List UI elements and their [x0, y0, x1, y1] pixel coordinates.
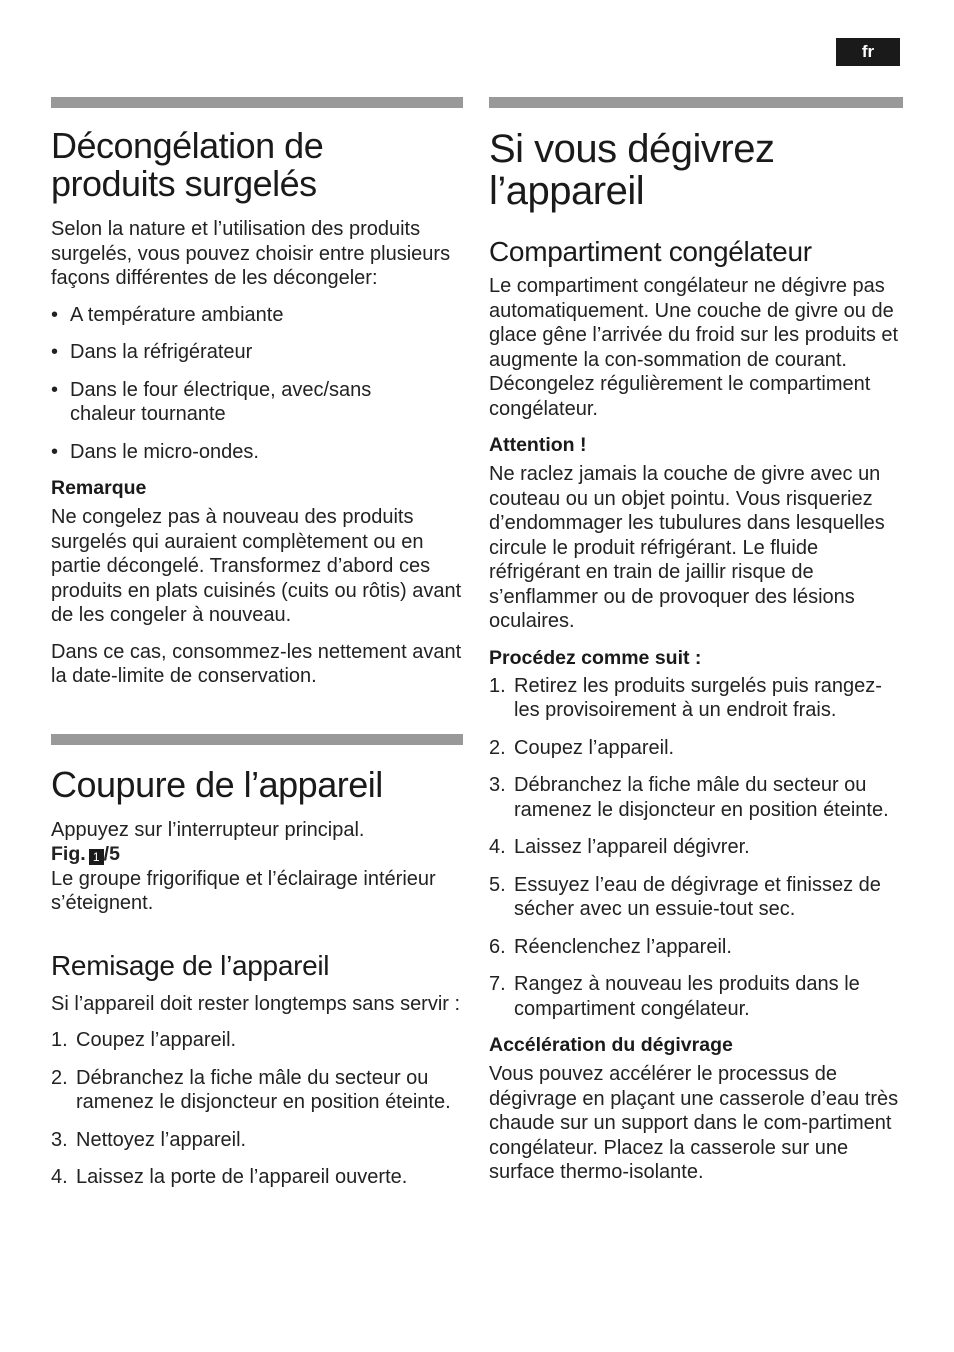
subsection-title-freezer: Compartiment congélateur [489, 236, 812, 267]
title-line: l’appareil [489, 169, 645, 213]
list-item [51, 1165, 463, 1190]
step-text: Débranchez la fiche mâle du secteur ou ramenez le disjoncteur en position éteinte. [76, 1066, 451, 1113]
step-text: Débranchez la fiche mâle du secteur ou ramenez le disjoncteur en position éteinte. [514, 774, 889, 821]
step-text: Réenclenchez l’appareil. [514, 935, 732, 958]
attention-text: Ne raclez jamais la couche de givre avec un couteau ou un objet pointu. Vous risqueriez d’endommager les tubulures dans lesquelles circule le produit réfrigérant. Le fluide réfrigérant en train de jaillir risque de s’enflammer ou de provoquer des lésions oculaires. [489, 463, 885, 632]
attention-label: Attention ! [489, 434, 587, 456]
step-text: Laissez l’appareil dégivrer. [514, 836, 750, 858]
step-number: 3. [489, 774, 506, 796]
storage-steps-list [51, 1028, 463, 1190]
procedure-label: Procédez comme suit : [489, 646, 702, 669]
list-item-text: Dans le four électrique, avec/sans [70, 378, 372, 401]
note-label: Remarque [51, 477, 147, 499]
figure-prefix: Fig. [51, 843, 86, 865]
list-item-text: chaleur tournante [70, 403, 226, 425]
step-number: 5. [489, 873, 506, 896]
defrosting-methods-list [51, 303, 463, 465]
list-item [489, 773, 903, 822]
step-number: 3. [51, 1128, 68, 1151]
note-text: Ne congelez pas à nouveau des produits surgelés qui auraient complètement ou en partie décongelé. Transformez d’abord ces produits en plats cuisinés (cuits ou rôtis) avant de les congeler à nouveau. [51, 506, 462, 626]
list-item [489, 736, 903, 761]
step-text: Retirez les produits surgelés puis rangez-les provisoirement à un endroit frais. [514, 674, 882, 721]
list-item-text: Dans le micro-ondes. [70, 440, 259, 463]
right-column [489, 97, 903, 1185]
left-column [51, 97, 463, 1190]
section-title-storage: Remisage de l’appareil [51, 949, 330, 981]
step-text: Coupez l’appareil. [514, 736, 675, 759]
section-divider-bar [51, 97, 463, 108]
list-item [51, 303, 463, 328]
freezer-intro: Le compartiment congélateur ne dégivre pas automatiquement. Une couche de givre ou de glace gêne l’arrivée du froid sur les produits et augmente la con-sommation de courant. Décongelez régulièrement le compartiment congélateur. [489, 275, 899, 420]
figure-number-box: 1 [89, 849, 104, 865]
section-title-defrosting [51, 127, 463, 203]
figure-reference [51, 842, 463, 867]
language-badge: fr [836, 38, 900, 66]
defrosting-intro: Selon la nature et l’utilisation des produits surgelés, vous pouvez choisir entre plusieurs façons différentes de les décongeler: [51, 218, 451, 289]
switch-off-result: Le groupe frigorifique et l’éclairage intérieur s’éteignent. [51, 867, 436, 914]
list-item [51, 1066, 463, 1115]
switch-off-instruction: Appuyez sur l’interrupteur principal. [51, 818, 365, 841]
step-number: 4. [51, 1166, 68, 1188]
list-item [489, 972, 903, 1021]
title-line: Décongélation de [51, 125, 324, 166]
step-number: 4. [489, 836, 506, 858]
acceleration-text: Vous pouvez accélérer le processus de dégivrage en plaçant une casserole d’eau très chaude sur un support dans le com-partiment congélateur. Placez la casserole sur une surface thermo-isolante. [489, 1063, 899, 1183]
list-item [51, 1128, 463, 1153]
step-number: 1. [51, 1029, 68, 1051]
title-line: produits surgelés [51, 163, 317, 204]
list-item [51, 1028, 463, 1053]
list-item [489, 835, 903, 860]
list-item [51, 378, 463, 427]
acceleration-label: Accélération du dégivrage [489, 1034, 733, 1056]
step-text: Rangez à nouveau les produits dans le compartiment congélateur. [514, 973, 860, 1020]
step-number: 7. [489, 973, 506, 995]
storage-intro: Si l’appareil doit rester longtemps sans servir : [51, 992, 461, 1015]
section-title-defrost-appliance [489, 128, 903, 212]
defrost-steps-list [489, 674, 903, 1022]
note-text-2: Dans ce cas, consommez-les nettement avant la date-limite de conservation. [51, 640, 462, 687]
list-item-text: Dans la réfrigérateur [70, 341, 253, 363]
step-text: Coupez l’appareil. [76, 1029, 237, 1051]
step-number: 2. [489, 736, 506, 759]
title-line: Si vous dégivrez [489, 127, 775, 171]
step-number: 6. [489, 935, 506, 958]
list-item [489, 873, 903, 922]
step-text: Laissez la porte de l’appareil ouverte. [76, 1166, 408, 1188]
step-text: Essuyez l’eau de dégivrage et finissez de sécher avec un essuie-tout sec. [514, 873, 881, 920]
list-item [489, 674, 903, 723]
step-text: Nettoyez l’appareil. [76, 1128, 247, 1151]
list-item-text: A température ambiante [70, 303, 284, 326]
figure-suffix: /5 [103, 843, 120, 865]
section-title-switch-off: Coupure de l’appareil [51, 763, 383, 805]
section-divider-bar [51, 734, 463, 745]
step-number: 2. [51, 1066, 68, 1089]
list-item [489, 935, 903, 960]
list-item [51, 440, 463, 465]
step-number: 1. [489, 674, 506, 697]
section-divider-bar [489, 97, 903, 108]
list-item [51, 340, 463, 365]
